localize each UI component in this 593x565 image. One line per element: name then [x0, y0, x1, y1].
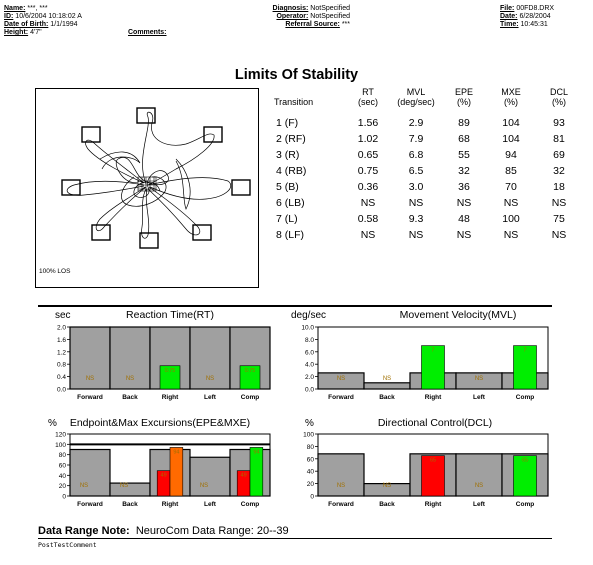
- height-value: 4'7": [30, 29, 42, 36]
- bar-value-label: NS: [382, 376, 392, 382]
- table-cell: 9.3: [408, 213, 424, 225]
- bar-value-label: NS: [382, 483, 392, 489]
- chart-ylabel: %: [305, 418, 314, 429]
- bar-value-label: NS: [199, 483, 209, 489]
- table-cell: 1 (F): [276, 117, 299, 129]
- y-tick-label: 100: [303, 431, 314, 439]
- y-tick-label: 80: [306, 443, 314, 451]
- operator-value: NotSpecified: [310, 13, 350, 20]
- chart-2: [48, 417, 270, 508]
- table-cell: 5 (B): [276, 181, 299, 193]
- x-tick-label: Right: [161, 501, 179, 508]
- table-cell: 1.02: [357, 133, 379, 145]
- table-cell: 1.56: [357, 117, 379, 129]
- bar-value-label: 65: [521, 457, 529, 464]
- x-tick-label: Back: [379, 394, 395, 401]
- chart-ylabel: sec: [55, 310, 71, 321]
- col-mvl: MVL (deg/sec): [397, 87, 435, 107]
- table-cell: 104: [502, 117, 520, 129]
- x-tick-label: Right: [424, 394, 442, 401]
- x-tick-label: Forward: [328, 501, 354, 508]
- norm-block: [190, 457, 230, 496]
- name-value: ***, ***: [27, 5, 48, 12]
- x-tick-label: Comp: [240, 501, 260, 508]
- x-tick-label: Forward: [77, 394, 103, 401]
- x-tick-label: Forward: [328, 394, 354, 401]
- y-tick-label: 8.0: [304, 336, 314, 344]
- y-tick-label: 4.0: [304, 361, 314, 369]
- col-transition: Transition: [274, 96, 314, 107]
- table-cell: 85: [505, 165, 517, 177]
- chart-title: Directional Control(DCL): [377, 417, 493, 429]
- table-cell: 100: [502, 213, 520, 225]
- table-cell: 7.9: [408, 133, 424, 145]
- file-label: File:: [500, 5, 515, 12]
- x-tick-label: Comp: [515, 501, 535, 508]
- chart-1: [291, 309, 548, 401]
- y-tick-label: 2.0: [56, 324, 66, 332]
- x-tick-label: Left: [204, 501, 216, 508]
- table-cell: 68: [458, 133, 470, 145]
- bar-value-label: NS: [79, 483, 89, 489]
- table-cell: 4 (RB): [276, 165, 307, 177]
- id-value: 10/6/2004 10:18:02 A: [15, 13, 82, 20]
- x-tick-label: Back: [379, 501, 395, 508]
- date-label: Date:: [500, 13, 518, 20]
- x-tick-label: Comp: [515, 394, 535, 401]
- table-cell: 70: [505, 181, 517, 193]
- diagnosis-value: NotSpecified: [310, 5, 350, 12]
- table-cell: NS: [551, 229, 567, 241]
- bar-value-label: 49: [240, 472, 247, 479]
- norm-block: [110, 483, 150, 496]
- bar-value-label: NS: [474, 483, 484, 489]
- table-cell: 36: [458, 181, 470, 193]
- table-cell: NS: [360, 229, 376, 241]
- table-cell: 3.0: [408, 181, 424, 193]
- bar-value-label: NS: [125, 376, 135, 382]
- bar-value-label: NS: [336, 483, 346, 489]
- norm-block: [318, 454, 364, 496]
- y-tick-label: 0.0: [56, 386, 66, 394]
- table-cell: NS: [503, 229, 519, 241]
- x-tick-label: Back: [122, 394, 138, 401]
- height-label: Height:: [4, 29, 29, 36]
- comments-label: Comments:: [128, 29, 167, 36]
- table-cell: 32: [553, 165, 565, 177]
- table-cell: 6.5: [408, 165, 424, 177]
- table-cell: 7 (L): [276, 213, 298, 225]
- col-mxe: MXE (%): [501, 87, 521, 107]
- name-label: Name:: [4, 5, 26, 12]
- col-epe: EPE (%): [454, 87, 473, 107]
- table-cell: 2.9: [408, 117, 424, 129]
- y-tick-label: 0.0: [304, 386, 314, 394]
- bar-value-label: 94: [253, 449, 260, 456]
- table-cell: 2 (RF): [276, 133, 306, 145]
- chart-title: Endpoint&Max Excursions(EPE&MXE): [69, 417, 251, 429]
- dob-label: Date of Birth:: [4, 21, 49, 28]
- table-cell: 55: [458, 149, 470, 161]
- table-cell: 0.58: [357, 213, 379, 225]
- table-cell: 69: [553, 149, 565, 161]
- x-tick-label: Right: [161, 394, 179, 401]
- chart-ylabel: %: [48, 418, 57, 429]
- table-cell: 8 (LF): [276, 229, 305, 241]
- table-cell: 89: [458, 117, 470, 129]
- y-tick-label: 40: [306, 468, 314, 476]
- table-cell: NS: [456, 197, 472, 209]
- table-cell: 104: [502, 133, 520, 145]
- bar-value-label: 65: [429, 457, 437, 464]
- y-tick-label: 6.0: [304, 349, 314, 357]
- chart-ylabel: deg/sec: [291, 310, 327, 321]
- dob-value: 1/1/1994: [50, 21, 78, 28]
- bar-value-label: 0.75: [164, 367, 176, 374]
- x-tick-label: Left: [473, 394, 485, 401]
- table-cell: 6.8: [408, 149, 424, 161]
- x-tick-label: Right: [424, 501, 442, 508]
- x-tick-label: Back: [122, 501, 138, 508]
- y-tick-label: 0: [62, 493, 66, 501]
- y-tick-label: 60: [58, 462, 66, 470]
- table-cell: 3 (R): [276, 149, 300, 161]
- table-cell: NS: [551, 197, 567, 209]
- post-test-comment: PostTestComment: [38, 541, 97, 549]
- bar-value-label: NS: [336, 376, 346, 382]
- bar-value-label: 0.75: [244, 367, 256, 374]
- y-tick-label: 40: [58, 472, 66, 480]
- table-cell: 94: [505, 149, 517, 161]
- table-cell: NS: [360, 197, 376, 209]
- table-cell: 0.36: [357, 181, 379, 193]
- y-tick-label: 80: [58, 452, 66, 460]
- col-dcl: DCL (%): [549, 87, 568, 107]
- referral-value: ***: [341, 21, 350, 28]
- los-label: 100% LOS: [39, 268, 71, 275]
- table-cell: 6 (LB): [276, 197, 305, 209]
- operator-label: Operator:: [276, 13, 309, 20]
- table-cell: 81: [553, 133, 565, 145]
- table-cell: 48: [458, 213, 470, 225]
- x-tick-label: Left: [204, 394, 216, 401]
- norm-block: [456, 454, 502, 496]
- y-tick-label: 120: [55, 431, 66, 439]
- data-range-value: NeuroCom Data Range: 20--39: [135, 525, 289, 537]
- table-cell: NS: [456, 229, 472, 241]
- x-tick-label: Left: [473, 501, 485, 508]
- table-cell: 93: [553, 117, 565, 129]
- data-range-note: [38, 525, 289, 537]
- bar-value-label: NS: [85, 376, 95, 382]
- table-cell: NS: [408, 229, 424, 241]
- bar-value-label: NS: [474, 376, 484, 382]
- file-value: 00FD8.DRX: [516, 5, 555, 12]
- table-cell: 32: [458, 165, 470, 177]
- bar-value-label: NS: [119, 483, 129, 489]
- norm-block: [70, 450, 110, 497]
- bar-value-label: 94: [173, 449, 180, 456]
- y-tick-label: 20: [306, 481, 314, 489]
- time-label: Time:: [500, 21, 519, 28]
- date-value: 6/28/2004: [519, 13, 551, 20]
- y-tick-label: 20: [58, 483, 66, 491]
- bar-value-label: NS: [205, 376, 215, 382]
- x-tick-label: Comp: [240, 394, 260, 401]
- page-title: Limits Of Stability: [234, 67, 359, 83]
- y-tick-label: 0.8: [56, 361, 66, 369]
- time-value: 10:45:31: [520, 21, 548, 28]
- table-cell: 0.65: [357, 149, 379, 161]
- norm-block: [364, 383, 410, 389]
- y-tick-label: 100: [55, 441, 66, 449]
- y-tick-label: 2.0: [304, 374, 314, 382]
- diagnosis-label: Diagnosis:: [272, 5, 309, 12]
- id-label: ID:: [4, 13, 14, 20]
- table-cell: NS: [408, 197, 424, 209]
- col-rt: RT (sec): [358, 87, 378, 107]
- x-tick-label: Forward: [77, 501, 103, 508]
- y-tick-label: 0.4: [56, 374, 66, 382]
- chart-title: Reaction Time(RT): [126, 309, 214, 321]
- note-divider: [38, 538, 552, 539]
- table-cell: NS: [503, 197, 519, 209]
- data-range-label: Data Range Note:: [38, 525, 130, 537]
- chart-title: Movement Velocity(MVL): [399, 309, 517, 321]
- table-cell: 75: [553, 213, 565, 225]
- bar-value-label: 7: [523, 347, 527, 354]
- table-cell: 0.75: [357, 165, 379, 177]
- y-tick-label: 1.6: [56, 336, 66, 344]
- referral-label: Referral Source:: [285, 21, 340, 28]
- table-cell: 18: [553, 181, 565, 193]
- bar-value-label: 49: [160, 472, 167, 479]
- y-tick-label: 60: [306, 456, 314, 464]
- bar-value-label: 7: [431, 347, 435, 354]
- y-tick-label: 0: [310, 493, 314, 501]
- chart-3: [303, 417, 548, 508]
- chart-0: [55, 309, 270, 401]
- y-tick-label: 10.0: [301, 324, 314, 332]
- y-tick-label: 1.2: [56, 349, 66, 357]
